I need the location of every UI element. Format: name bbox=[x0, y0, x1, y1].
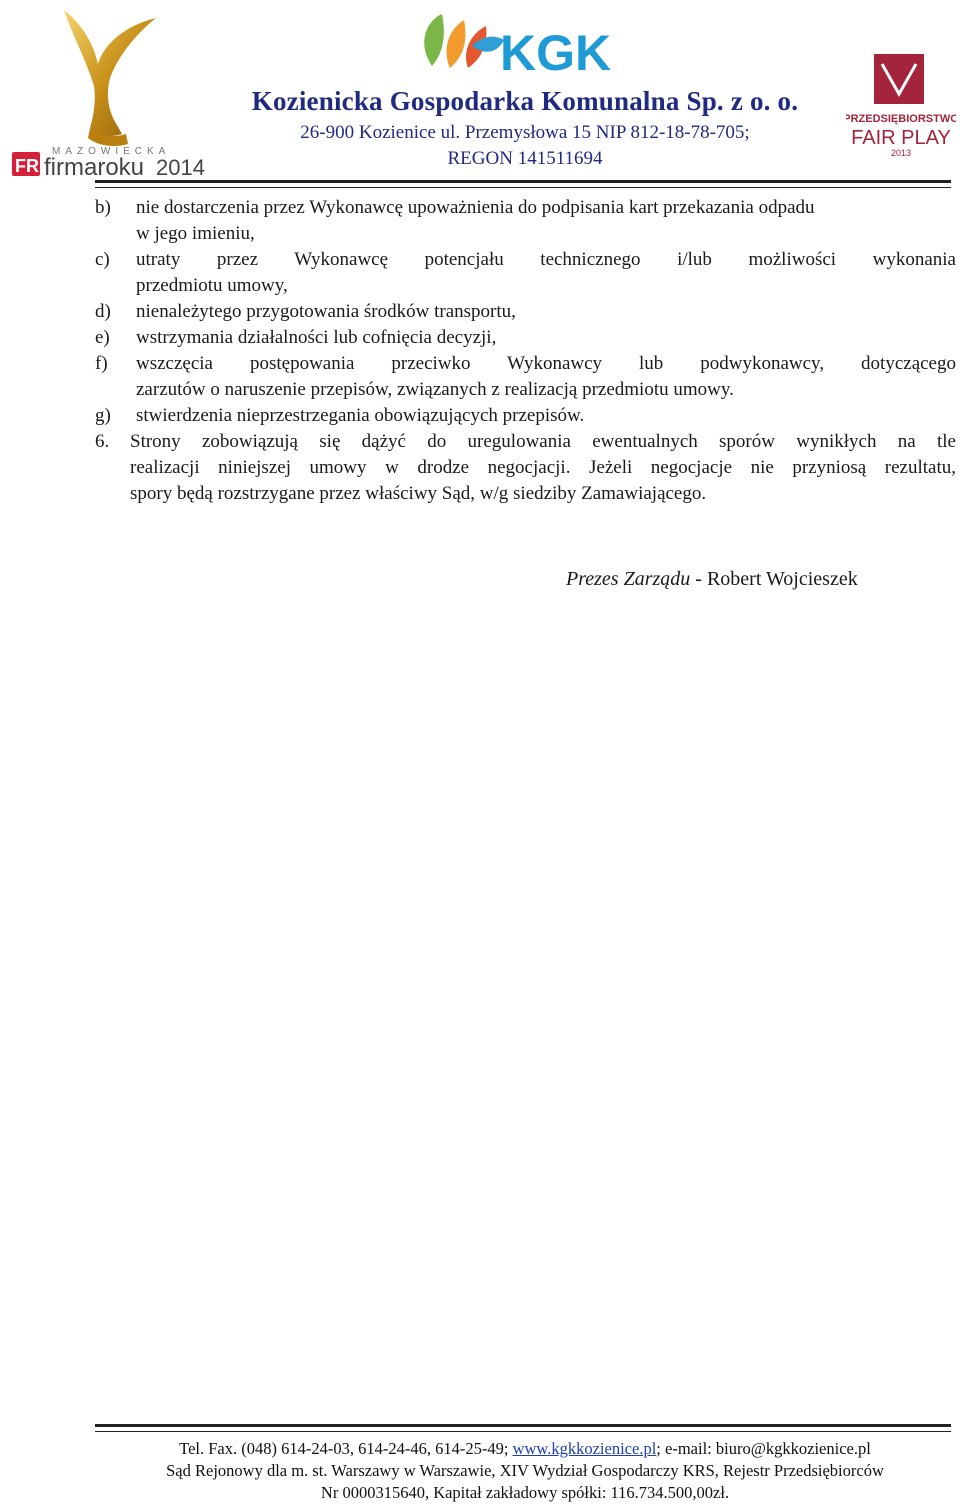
company-address: 26-900 Kozienice ul. Przemysłowa 15 NIP 812-18-78-705; bbox=[300, 122, 750, 143]
list-item-b-line2: w jego imieniu, bbox=[136, 223, 255, 244]
award-title-text: firmaroku bbox=[44, 154, 145, 180]
kgk-logo bbox=[412, 6, 612, 84]
fairplay-line1: PRZEDSIĘBIORSTWO bbox=[846, 113, 956, 125]
award-region-text: MAZOWIECKA bbox=[52, 146, 171, 157]
fair-play-award-logo bbox=[846, 50, 956, 162]
list-label-e: e) bbox=[95, 327, 110, 348]
signature-name: - Robert Wojcieszek bbox=[690, 568, 858, 590]
header-divider bbox=[95, 180, 951, 188]
list-item-e-line1: wstrzymania działalności lub cofnięcia decyzji, bbox=[136, 327, 497, 348]
fairplay-line2: FAIR PLAY bbox=[851, 127, 951, 149]
footer-email-text: ; e-mail: biuro@kgkkozienice.pl bbox=[656, 1439, 871, 1458]
list-label-d: d) bbox=[95, 301, 111, 322]
signature-role: Prezes Zarządu bbox=[566, 568, 691, 590]
list-item-f-line1: wszczęcia postępowania przeciwko Wykonawcy lub podwykonawcy, dotyczącego bbox=[136, 353, 956, 374]
list-item-d-line1: nienależytego przygotowania środków transportu, bbox=[136, 301, 516, 322]
section-6-label: 6. bbox=[95, 431, 110, 452]
section-6-line2: realizacji niniejszej umowy w drodze negocjacji. Jeżeli negocjacje nie przyniosą rezultatu, bbox=[130, 457, 956, 478]
kgk-logo-text: KGK bbox=[500, 25, 612, 81]
list-item-f-line2: zarzutów o naruszenie przepisów, związanych z realizacją przedmiotu umowy. bbox=[136, 379, 734, 400]
footer-court-line: Sąd Rejonowy dla m. st. Warszawy w Warszawie, XIV Wydział Gospodarczy KRS, Rejestr Przedsiębiorców bbox=[166, 1461, 884, 1480]
section-6-line1: Strony zobowiązują się dążyć do uregulowania ewentualnych sporów wynikłych na tle bbox=[130, 431, 956, 452]
section-6-line3: spory będą rozstrzygane przez właściwy Sąd, w/g siedziby Zamawiającego. bbox=[130, 483, 707, 504]
list-label-b: b) bbox=[95, 197, 111, 218]
list-item-c-line1: utraty przez Wykonawcę potencjału technicznego i/lub możliwości wykonania bbox=[136, 249, 956, 270]
footer-contact-line bbox=[0, 1438, 960, 1460]
list-label-g: g) bbox=[95, 405, 111, 426]
footer-phone-text: Tel. Fax. (048) 614-24-03, 614-24-46, 614-25-49; bbox=[179, 1439, 513, 1458]
award-year-text: 2014 bbox=[156, 155, 205, 180]
footer-divider bbox=[95, 1424, 951, 1432]
list-item-c-line2: przedmiotu umowy, bbox=[136, 275, 288, 296]
award-mark-text: FR bbox=[15, 156, 39, 176]
website-link[interactable]: www.kgkkozienice.pl bbox=[512, 1439, 657, 1458]
fairplay-year: 2013 bbox=[890, 148, 912, 158]
company-name: Kozienicka Gospodarka Komunalna Sp. z o. o. bbox=[251, 86, 799, 116]
list-item-b-line1: nie dostarczenia przez Wykonawcę upoważnienia do podpisania kart przekazania odpadu bbox=[136, 197, 815, 218]
company-regon: REGON 141511694 bbox=[447, 148, 603, 169]
list-label-f: f) bbox=[95, 353, 108, 374]
list-item-g-line1: stwierdzenia nieprzestrzegania obowiązujących przepisów. bbox=[136, 405, 585, 426]
footer-capital-line: Nr 0000315640, Kapitał zakładowy spółki: 116.734.500,00zł. bbox=[320, 1483, 730, 1502]
list-label-c: c) bbox=[95, 249, 110, 270]
signature bbox=[566, 568, 858, 591]
